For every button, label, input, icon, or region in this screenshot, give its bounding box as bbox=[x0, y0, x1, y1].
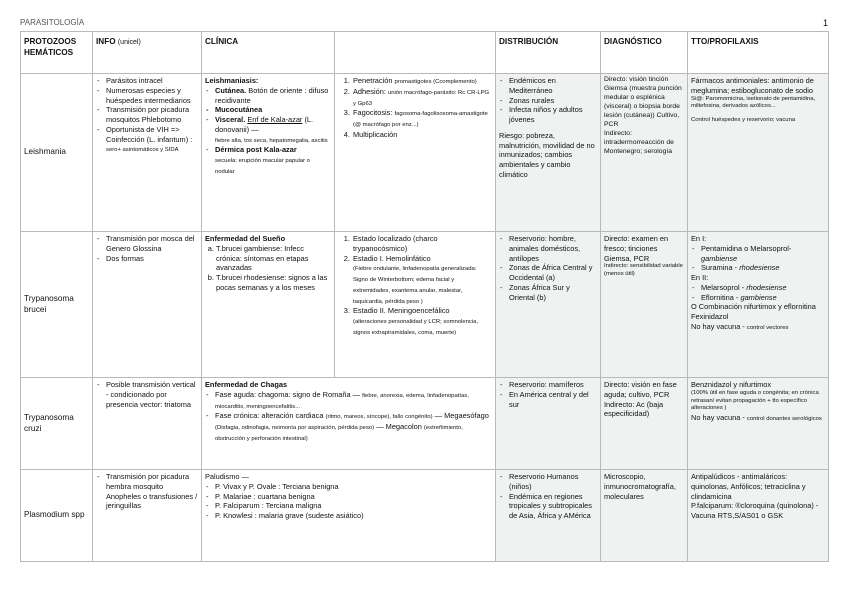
list-item bbox=[352, 108, 492, 130]
step-note: promastigotes (Ccomplemento) bbox=[394, 79, 477, 85]
table-row bbox=[21, 232, 829, 378]
list-item: - P. Knowlesi : malaria grave (sudeste asiático) bbox=[215, 511, 492, 521]
drug: Eflornitina - bbox=[701, 292, 739, 302]
phase-note: (estreñimiento, obstrucción y perforación intestinal) bbox=[215, 425, 463, 442]
col-diagnostico: DIAGNÓSTICO bbox=[601, 32, 688, 74]
clinica-disease: Enf de Kala-azar bbox=[247, 115, 303, 125]
row-name: Plasmodium spp bbox=[21, 470, 93, 562]
info-cell bbox=[93, 470, 202, 562]
list-item bbox=[215, 390, 492, 412]
clinica-desc: Botón de oriente : difuso recidivante bbox=[215, 85, 329, 105]
phase-note: fiebre, anorexia, edema, linfadenopatías, miocarditis, meningoencefalitis... bbox=[215, 392, 469, 410]
clinica-desc: (L. donovanii) — bbox=[215, 115, 314, 134]
list-item: - Transmisión por mosca del Genero Glossina bbox=[106, 234, 198, 254]
diagnostico-cell bbox=[601, 74, 688, 232]
clinica-title: Paludismo — bbox=[205, 472, 249, 481]
list-item: - Zonas África Sur y Oriental (b) bbox=[509, 283, 597, 303]
tto-vaccine bbox=[691, 413, 825, 424]
list-item bbox=[701, 263, 825, 273]
list-item: 4. Multiplicación bbox=[352, 130, 492, 140]
clinica-cell bbox=[202, 470, 496, 562]
list-item bbox=[215, 115, 331, 145]
phase-sub: — Megacolon bbox=[376, 422, 422, 432]
col-clinica: CLÍNICA bbox=[202, 32, 335, 74]
clinica-type: Dérmica post Kala-azar bbox=[215, 145, 297, 155]
tto-main: Antipalúdicos - antimaláricos: quinolonas, Anfólicos; tetraciclina y clindamicina bbox=[691, 472, 806, 501]
list-item bbox=[215, 86, 331, 106]
diag-indirect: Indirecto: intradermorreacción de Montenegro; serología bbox=[604, 129, 674, 155]
tto-cell bbox=[688, 470, 829, 562]
ciclo-cell bbox=[335, 74, 496, 232]
col-distribucion: DISTRIBUCIÓN bbox=[496, 32, 601, 74]
step-note: (Fiebre ondulante, linfadenopatía generalizada: Signo de Winterbottom; edema facial y extremidades, exantema anular, malestar, taquicardia, pérdida peso ) bbox=[353, 266, 477, 305]
list-item bbox=[352, 87, 492, 109]
col-info bbox=[93, 32, 202, 74]
row-name: Leishmania bbox=[21, 74, 93, 232]
step-note: (alteraciones personalidad y LCR; somnolencia, signos extrapiramidales, coma, muerte) bbox=[353, 319, 479, 336]
list-item bbox=[701, 283, 825, 293]
row-name: Trypanosoma brucei bbox=[21, 232, 93, 378]
page-header bbox=[20, 18, 828, 30]
tto-cell bbox=[688, 74, 829, 232]
list-item: b. T.brucei rhodesiense: signos a las pocas semanas y a los meses bbox=[216, 273, 331, 293]
list-item: - Parásitos intracel bbox=[106, 76, 198, 86]
col-info-note: (unicel) bbox=[117, 39, 141, 46]
vaccine-note: control donantes serológicos bbox=[746, 416, 822, 423]
list-item: - Transmisión por picadura hembra mosquito Anopheles o transfusiones / jeringuillas bbox=[106, 472, 198, 511]
list-item: - Dos formas bbox=[106, 254, 198, 264]
clinica-type: Visceral. bbox=[215, 115, 246, 125]
diagnostico-cell bbox=[601, 378, 688, 470]
list-item: a. T.brucei gambiense: Infecc crónica: síntomas en etapas avanzadas bbox=[216, 244, 331, 273]
list-item: - Infecta niños y adultos jóvenes bbox=[509, 105, 597, 125]
list-item: - P. Malariae : cuartana benigna bbox=[215, 492, 492, 502]
tto-main: Benznidazol y nifurtimox bbox=[691, 380, 772, 389]
list-item: - Posible transmisión vertical - condicionado por presencia vector: triatoma bbox=[106, 380, 198, 409]
list-item bbox=[701, 293, 825, 303]
diagnostico-cell bbox=[601, 232, 688, 378]
list-item: - Zonas de África Central y Occidental (a) bbox=[509, 263, 597, 283]
risk-text: Riesgo: pobreza, malnutrición, movilidad de no inmunizados; cambios ambientales y cambio climático bbox=[499, 130, 595, 179]
header-row bbox=[21, 32, 829, 74]
phase-note: (ritmo, mareos, síncope), fallo congénito) bbox=[325, 414, 433, 421]
tto-control: Control huéspedes y reservorio; vacuna bbox=[691, 117, 796, 124]
list-item: - Mucocutánea bbox=[215, 105, 331, 115]
vaccine-text: No hay vacuna - bbox=[691, 413, 745, 423]
diag-direct: Directo: visión tinción Giemsa (muestra punción medular o esplénica (visceral) o biopsia borde lesión (cutánea)) Cultivo, PCR bbox=[604, 76, 682, 128]
list-item: - Zonas rurales bbox=[509, 96, 597, 106]
info-cell bbox=[93, 232, 202, 378]
list-item: 1. Estado localizado (charco trypanocósmico) bbox=[352, 234, 492, 254]
col-protozoos: PROTOZOOS HEMÁTICOS bbox=[21, 32, 93, 74]
ciclo-cell bbox=[335, 232, 496, 378]
list-item: - En América central y del sur bbox=[509, 390, 597, 410]
tto-cell bbox=[688, 378, 829, 470]
diag-direct: Directo: examen en fresco; tinciones Giemsa, PCR bbox=[604, 234, 669, 263]
species: rhodesiense bbox=[746, 282, 787, 292]
step-title: Estadio II. Meningoencefálico bbox=[353, 306, 450, 316]
tto-combo: O Combinación nifurtimox y eflornitina bbox=[691, 302, 816, 312]
list-item: - Endémicos en Mediterráneo bbox=[509, 76, 597, 96]
clinica-cell bbox=[202, 378, 496, 470]
species: gambiense bbox=[740, 292, 777, 302]
step-note: fagosoma-fagolisosoma-amastigote (@ macrófago por enz...) bbox=[353, 111, 488, 129]
tto-vaccine bbox=[691, 322, 825, 333]
species: rhodesiense bbox=[739, 263, 780, 273]
step-title: Adhesión: bbox=[353, 86, 386, 96]
list-item: - Reservorio: hombre, animales domésticos, antílopes bbox=[509, 234, 597, 263]
diag-direct: Directo: visión en fase aguda; cultivo, PCR bbox=[604, 380, 677, 399]
vaccine-note: control vectores bbox=[746, 324, 789, 331]
diagnostico-cell bbox=[601, 470, 688, 562]
tto-stage: En II: bbox=[691, 273, 709, 283]
tto-falciparum: P.falciparum: ®cloroquina (quinolona) - bbox=[691, 501, 819, 511]
step-note: unión macrófago-parásito: Rc CR-LPG y Gp63 bbox=[353, 89, 490, 107]
vaccine-text: No hay vacuna - bbox=[691, 321, 745, 331]
step-title: Estadio I. Hemolinfático bbox=[353, 253, 431, 263]
list-item: - Reservorio Humanos (niños) bbox=[509, 472, 597, 492]
table-row bbox=[21, 74, 829, 232]
tto-fexi: Fexinidazol bbox=[691, 312, 729, 322]
list-item: - P. Falciparum : Terciana maligna bbox=[215, 501, 492, 511]
list-item: - Endémica en regiones tropicales y subtropicales de Asia, África y AMérica bbox=[509, 492, 597, 521]
tto-note: (100% útil en fase aguda o congénita; en crónica retrasan/ evitan propagación + tto específico alteraciones ) bbox=[691, 389, 819, 412]
diag-text: Microscopio, inmunocromatografía, moleculares bbox=[604, 472, 676, 501]
list-item bbox=[352, 306, 492, 337]
tto-note: Si@: Paromomicina, isetionato de pentamidina, miltefosina, derivados azólicos... bbox=[691, 95, 816, 110]
tto-main: Fármacos antimoniales: antimonio de meglumina; estibogluconato de sodio bbox=[691, 76, 814, 95]
info-cell bbox=[93, 74, 202, 232]
page-number: 1 bbox=[822, 18, 828, 28]
list-item: - Transmisión por picadura mosquitos Phlebotomo bbox=[106, 105, 198, 125]
clinica-cell bbox=[202, 74, 335, 232]
clinica-title: Leishmaniasis: bbox=[205, 76, 259, 85]
page-title: PARASITOLOGÍA bbox=[20, 18, 85, 27]
species: gambiense bbox=[701, 253, 738, 263]
clinica-cell bbox=[202, 232, 335, 378]
list-item: - Numerosas especies y huéspedes intermediarios bbox=[106, 86, 198, 106]
phase-title: Fase crónica: alteración cardiaca bbox=[215, 411, 324, 421]
list-item bbox=[701, 244, 825, 264]
clinica-note: fiebre alta, tos seca, hepatomegalia, ascitis bbox=[215, 137, 328, 144]
step-title: Penetración bbox=[353, 76, 393, 85]
table-row bbox=[21, 470, 829, 562]
diag-indirect: Indirecto: sensibilidad variable (menos útil) bbox=[604, 263, 683, 278]
clinica-note: secuela: erupción macular papular o nodular bbox=[215, 158, 310, 175]
info-cell bbox=[93, 378, 202, 470]
step-title: Fagocitosis: bbox=[353, 108, 393, 118]
diag-indirect: Indirecto: Ac (baja especificidad) bbox=[604, 399, 664, 419]
list-item bbox=[215, 145, 331, 176]
col-clinica-extra bbox=[335, 32, 496, 74]
clinica-title: Enfermedad de Chagas bbox=[205, 380, 288, 389]
tto-stage: En I: bbox=[691, 234, 707, 243]
clinica-title: Enfermedad del Sueño bbox=[205, 234, 286, 243]
tto-vaccine: Vacuna RTS,S/AS01 o GSK bbox=[691, 511, 784, 521]
distribucion-cell bbox=[496, 470, 601, 562]
table-row bbox=[21, 378, 829, 470]
distribucion-cell bbox=[496, 232, 601, 378]
phase-sub: — Megaesófago bbox=[434, 411, 489, 421]
drug: Suramina - bbox=[701, 263, 738, 273]
list-item bbox=[106, 125, 198, 155]
parasitology-table bbox=[20, 31, 829, 562]
drug: Melarsoprol - bbox=[701, 282, 745, 292]
drug: Pentamidina o Melarsoprol- bbox=[701, 243, 792, 253]
list-item: - Reservorio: mamíferos bbox=[509, 380, 597, 390]
list-item-note: sero+ asintomáticos y SIDA bbox=[106, 147, 179, 154]
list-item: - P. Vivax y P. Ovale : Terciana benigna bbox=[215, 482, 492, 492]
distribucion-cell bbox=[496, 74, 601, 232]
list-item bbox=[215, 411, 492, 443]
col-info-label: INFO bbox=[96, 37, 116, 46]
list-item bbox=[352, 254, 492, 307]
phase-note: (Disfagia, odinofagia, neimonía por aspiración, pérdida peso) bbox=[215, 425, 375, 432]
row-name: Trypanosoma cruzi bbox=[21, 378, 93, 470]
tto-cell bbox=[688, 232, 829, 378]
col-tto: TTO/PROFILAXIS bbox=[688, 32, 829, 74]
distribucion-cell bbox=[496, 378, 601, 470]
list-item-text: Oportunista de VIH => Coinfección (L. infantum) : bbox=[106, 124, 193, 144]
phase-title: Fase aguda: chagoma: signo de Romaña — bbox=[215, 389, 361, 399]
clinica-type: Cutánea. bbox=[215, 85, 247, 95]
list-item bbox=[352, 76, 492, 87]
